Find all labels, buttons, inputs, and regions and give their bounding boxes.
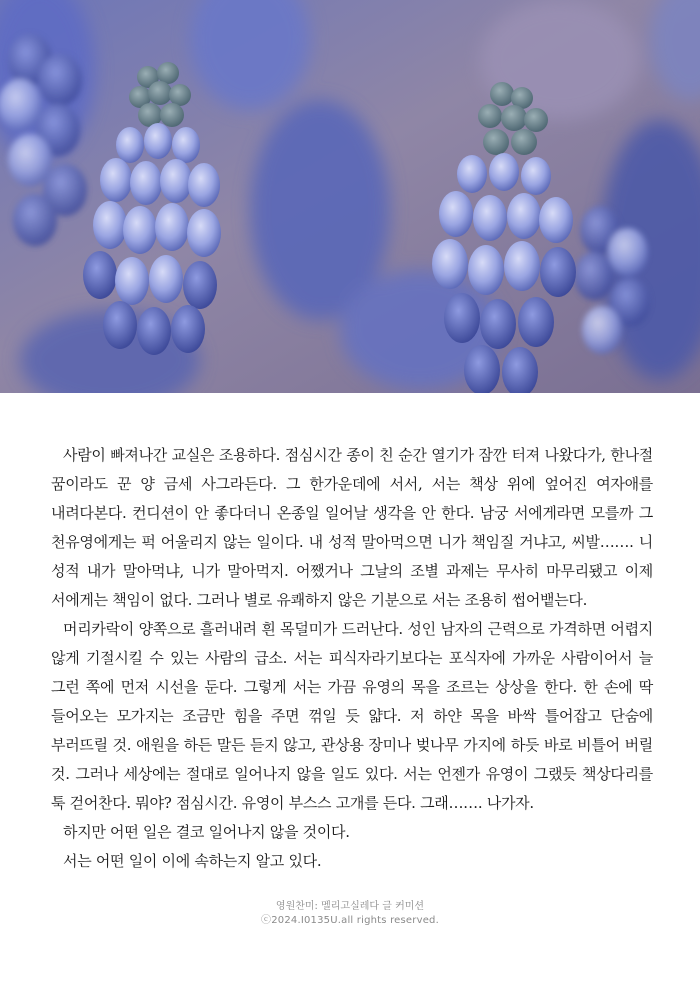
story-paragraph: 사람이 빠져나간 교실은 조용하다. 점심시간 종이 친 순간 열기가 잠깐 터져 나왔다가, 한나절 꿈이라도 꾼 양 금세 사그라든다. 그 한가운데에 서서, 서는 책상 위에 엎어진 여자애를 내려다본다. 컨디션이 안 좋다더니 온종일 일어날 생각을 안 한다. 남궁 서에게라면 모를까 그 천유영에게는 퍽 어울리지 않는 일이다. 내 성적 말아먹으면 니가 책임질 거냐고, 씨발……. 니 성적 내가 말아먹냐, 니가 말아먹지. 어쨌거나 그날의 조별 과제는 무사히 마무리됐고 이제 서에게는 책임이 없다. 그러나 별로 유쾌하지 않은 기분으로 서는 조용히 썹어뱉는다. [51, 446, 653, 609]
commission-credit: 영원찬미: 멜리고실레다 글 커미션 [275, 901, 425, 912]
header-photo [0, 0, 700, 393]
grape-hyacinth-photo [0, 0, 700, 393]
story-paragraph: 서는 어떤 일이 이에 속하는지 알고 있다. [63, 852, 322, 870]
story-paragraph: 하지만 어떤 일은 결코 일어나지 않을 것이다. [63, 823, 350, 841]
copyright-notice: ⓒ2024.I0135U.all rights reserved. [261, 915, 439, 926]
story-paragraph: 머리카락이 양쪽으로 흘러내려 흰 목덜미가 드러난다. 성인 남자의 근력으로 가격하면 어렵지 않게 기절시킬 수 있는 사람의 급소. 서는 피식자라기보다는 포식자에 가까운 사람이어서 늘 그런 쪽에 먼저 시선을 둔다. 그렇게 서는 가끔 유영의 목을 조르는 상상을 한다. 한 손에 딱 들어오는 모가지는 조금만 힘을 주면 꺾일 듯 얇다. 저 하얀 목을 바싹 틀어잡고 단숨에 부러뜨릴 것. 애원을 하든 말든 듣지 않고, 관상용 장미나 벚나무 가지에 하듯 바로 비틀어 버릴 것. 그러나 세상에는 절대로 일어나지 않을 일도 있다. 서는 언젠가 유영이 그랬듯 책상다리를 툭 걷어찬다. 뭐야? 점심시간. 유영이 부스스 고개를 든다. 그래……. 나가자. [51, 620, 653, 812]
story-text [51, 441, 653, 876]
